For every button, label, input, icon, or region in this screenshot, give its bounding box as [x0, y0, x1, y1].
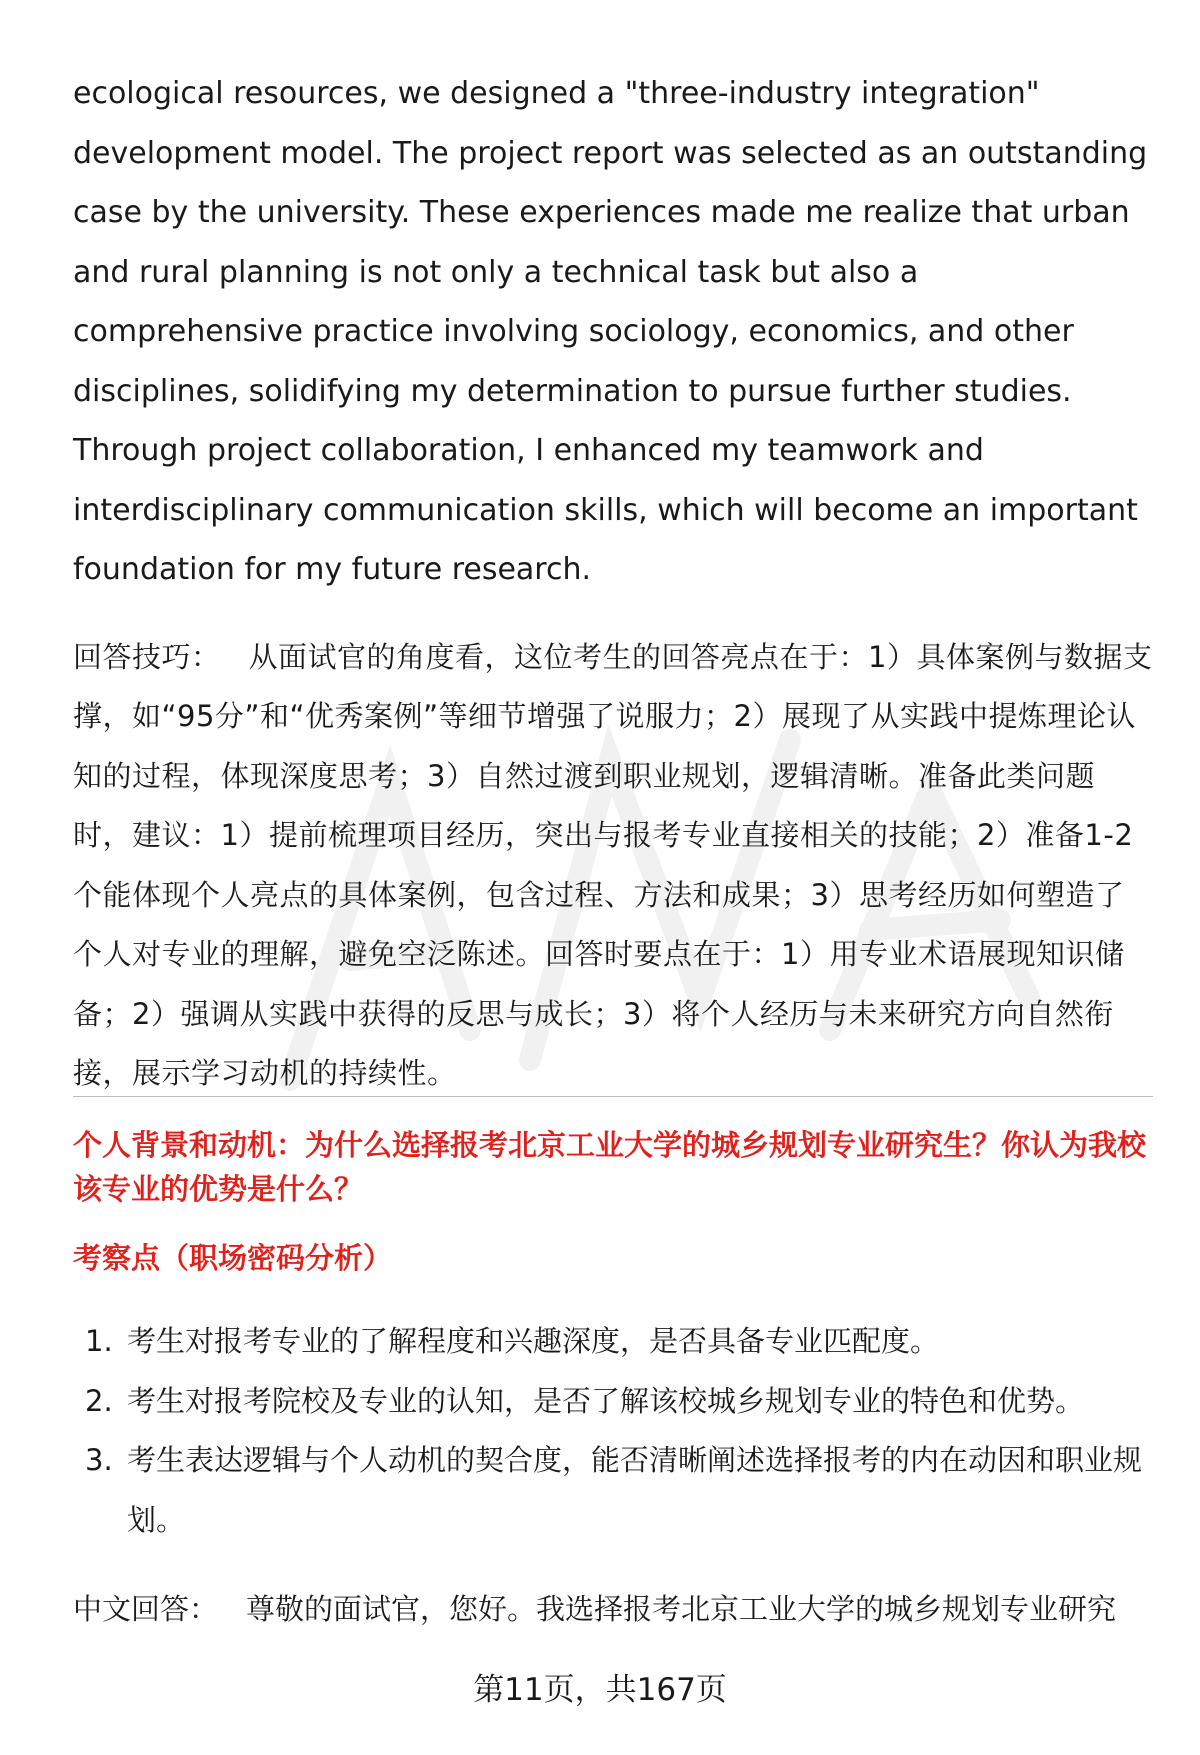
question-title: 个人背景和动机：为什么选择报考北京工业大学的城乡规划专业研究生？你认为我校该专业的优势是什么？	[73, 1128, 1147, 1206]
tips-label: 回答技巧：	[73, 639, 221, 674]
list-item	[73, 1312, 1153, 1372]
tips-text: 从面试官的角度看，这位考生的回答亮点在于：1）具体案例与数据支撑，如“95分”和“优秀案例”等细节增强了说服力；2）展现了从实践中提炼理论认知的过程，体现深度思考；3）自然过渡到职业规划，逻辑清晰。准备此类问题时，建议：1）提前梳理项目经历，突出与报考专业直接相关的技能；2）准备1-2个能体现个人亮点的具体案例，包含过程、方法和成果；3）思考经历如何塑造了个人对专业的理解，避免空泛陈述。回答时要点在于：1）用专业术语展现知识储备；2）强调从实践中获得的反思与成长；3）将个人经历与未来研究方向自然衔接，展示学习动机的持续性。	[73, 639, 1153, 1090]
answer-label: 中文回答：	[73, 1592, 219, 1626]
page-footer: 第11页，共167页	[473, 1672, 727, 1708]
english-paragraph: ecological resources, we designed a "three-industry integration" development model. The project report was selected as an outstanding case by the university. These experiences made me realize that urban and rural planning is not only a technical task but also a comprehensive practice involving sociology, economics, and other disciplines, solidifying my determination to pursue further studies. Through project collaboration, I enhanced my teamwork and interdisciplinary communication skills, which will become an important foundation for my future research.	[73, 76, 1148, 587]
section-divider	[73, 1096, 1153, 1097]
assessment-list	[73, 1312, 1153, 1550]
list-number: 2.	[85, 1383, 113, 1418]
chinese-answer	[73, 1580, 1153, 1640]
answer-tips	[73, 628, 1153, 1104]
list-text: 考生对报考专业的了解程度和兴趣深度，是否具备专业匹配度。	[127, 1324, 940, 1358]
page-content	[73, 64, 1153, 1104]
answer-text: 尊敬的面试官，您好。我选择报考北京工业大学的城乡规划专业研究	[246, 1592, 1117, 1626]
list-text: 考生表达逻辑与个人动机的契合度，能否清晰阐述选择报考的内在动因和职业规划。	[127, 1443, 1143, 1537]
list-text: 考生对报考院校及专业的认知，是否了解该校城乡规划专业的特色和优势。	[127, 1383, 1085, 1418]
list-item	[73, 1431, 1153, 1550]
list-number: 1.	[85, 1324, 113, 1358]
list-number: 3.	[85, 1443, 113, 1477]
list-item	[73, 1372, 1153, 1432]
assessment-heading: 考察点（职场密码分析）	[73, 1241, 393, 1275]
